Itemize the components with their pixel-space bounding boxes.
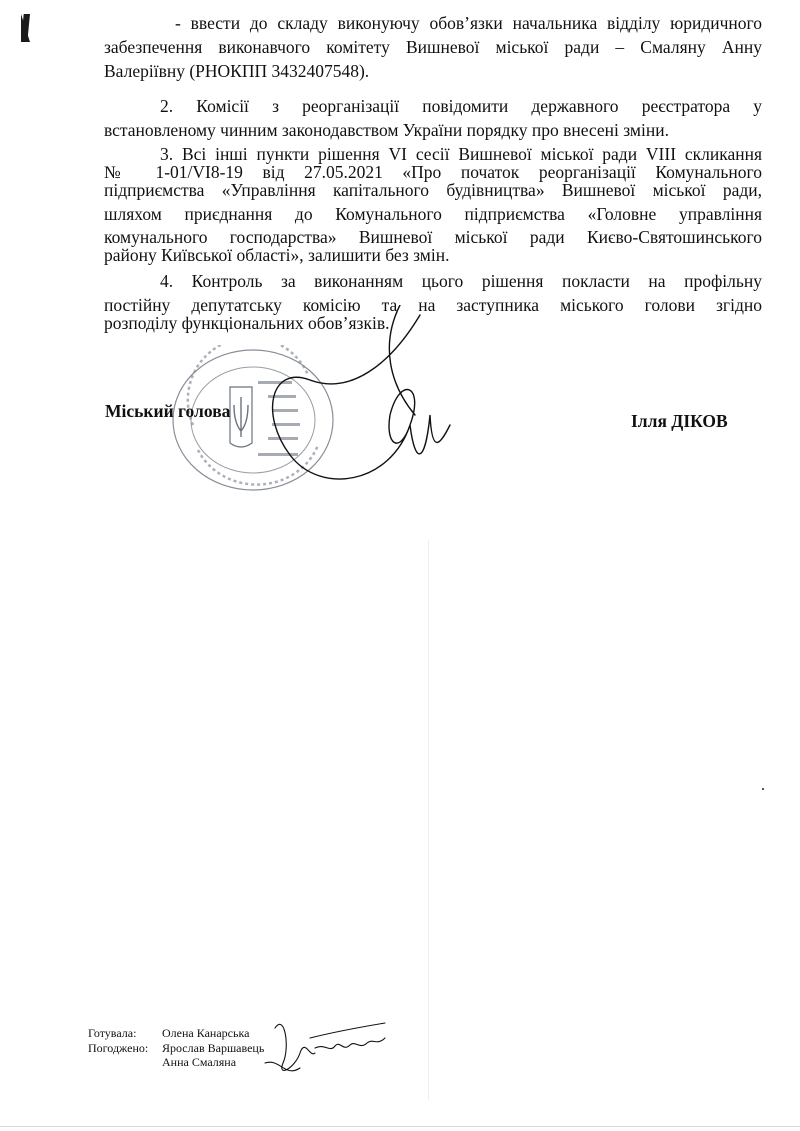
paragraph-3-line-3: підприємства «Управління капітального будівництва» Вишневої міської ради,: [104, 180, 762, 200]
paragraph-3-line-1: 3. Всі інші пункти рішення VI сесії Вишневої міської ради VIII скликання: [160, 144, 762, 164]
approved-row: [88, 1041, 264, 1056]
paragraph-2-line-1: 2. Комісії з реорганізації повідомити державного реєстратора у: [160, 96, 762, 116]
mayor-signature: [240, 305, 490, 505]
paragraph-1-line-3: Валеріївну (РНОКПП 3432407548).: [104, 61, 370, 81]
paragraph-1-line-1: - ввести до складу виконуючу обов’язки начальника відділу юридичного: [175, 13, 762, 33]
paragraph-2-line-2: встановленому чинним законодавством України порядку про внесені зміни.: [104, 120, 669, 140]
scan-artifact-line: [428, 540, 429, 1100]
prepared-name: Олена Канарська: [162, 1026, 250, 1040]
paragraph-4-line-1: 4. Контроль за виконанням цього рішення покласти на профільну: [160, 271, 762, 291]
paragraph-1-line-2: забезпечення виконавчого комітету Вишневої міської ради – Смаляну Анну: [104, 37, 762, 57]
signatory-name: Ілля ДІКОВ: [631, 411, 728, 431]
paragraph-3-line-6: району Київської області», залишити без змін.: [104, 245, 450, 265]
approved-label: Погоджено:: [88, 1040, 149, 1055]
scan-artifact-dot: [762, 788, 764, 790]
prepared-label: Готувала:: [88, 1026, 137, 1040]
paragraph-3-line-2: № 1-01/VI8-19 від 27.05.2021 «Про початок реорганізації Комунального: [104, 162, 762, 182]
approval-footer: [88, 1026, 264, 1070]
scan-corner-mark: [21, 14, 33, 42]
approved-name-1: Ярослав Варшавець: [162, 1040, 265, 1055]
paragraph-3-line-5: комунального господарства» Вишневої міської ради Києво-Святошинського: [104, 227, 762, 247]
paragraph-4-line-2: постійну депутатську комісію та на заступника міського голови згідно: [104, 295, 762, 315]
approved-name-2: Анна Смаляна: [162, 1055, 237, 1069]
paragraph-3-line-4: шляхом приєднання до Комунального підприємства «Головне управління: [104, 204, 762, 224]
prepared-row: [88, 1026, 264, 1041]
signatory-title: Міський голова: [105, 401, 231, 421]
page-edge: [0, 1126, 800, 1127]
approved-row-2: [88, 1055, 264, 1070]
paragraph-4-line-3: розподілу функціональних обов’язків.: [104, 313, 390, 333]
approval-signatures: [255, 1008, 395, 1083]
